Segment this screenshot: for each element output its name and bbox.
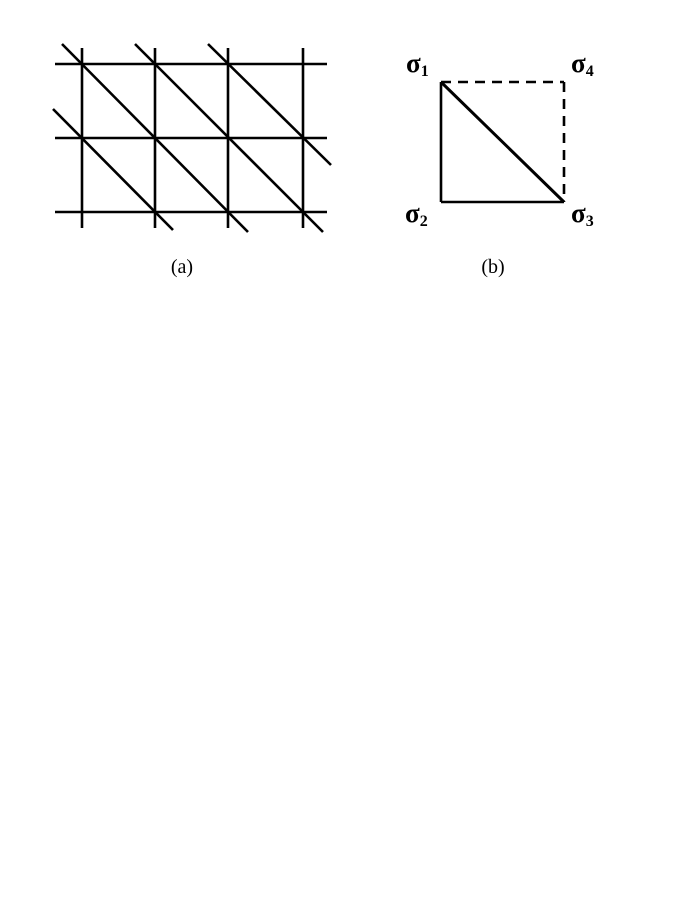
sigma-symbol: σ — [571, 48, 586, 78]
sigma-symbol: σ — [405, 198, 420, 228]
grid-diagonal-line — [208, 44, 331, 165]
vertex-label-sigma-3 — [571, 200, 594, 230]
edge-sigma1-sigma3-diagonal-solid — [441, 82, 564, 202]
square-edges — [441, 82, 564, 202]
panel-b-caption: (b) — [481, 256, 505, 278]
vertex-label-sigma-2 — [405, 200, 428, 230]
sigma-subscript: 2 — [419, 213, 428, 230]
sigma-symbol: σ — [406, 48, 421, 78]
grid-lines — [53, 44, 331, 232]
sigma-subscript: 1 — [420, 63, 429, 80]
panel-a-caption: (a) — [170, 256, 194, 278]
sigma-subscript: 3 — [585, 213, 594, 230]
triangulated-grid-diagram — [40, 30, 340, 235]
vertex-label-sigma-4 — [571, 50, 594, 80]
sigma-symbol: σ — [571, 198, 586, 228]
sigma-subscript: 4 — [585, 63, 594, 80]
vertex-label-sigma-1 — [406, 50, 429, 80]
